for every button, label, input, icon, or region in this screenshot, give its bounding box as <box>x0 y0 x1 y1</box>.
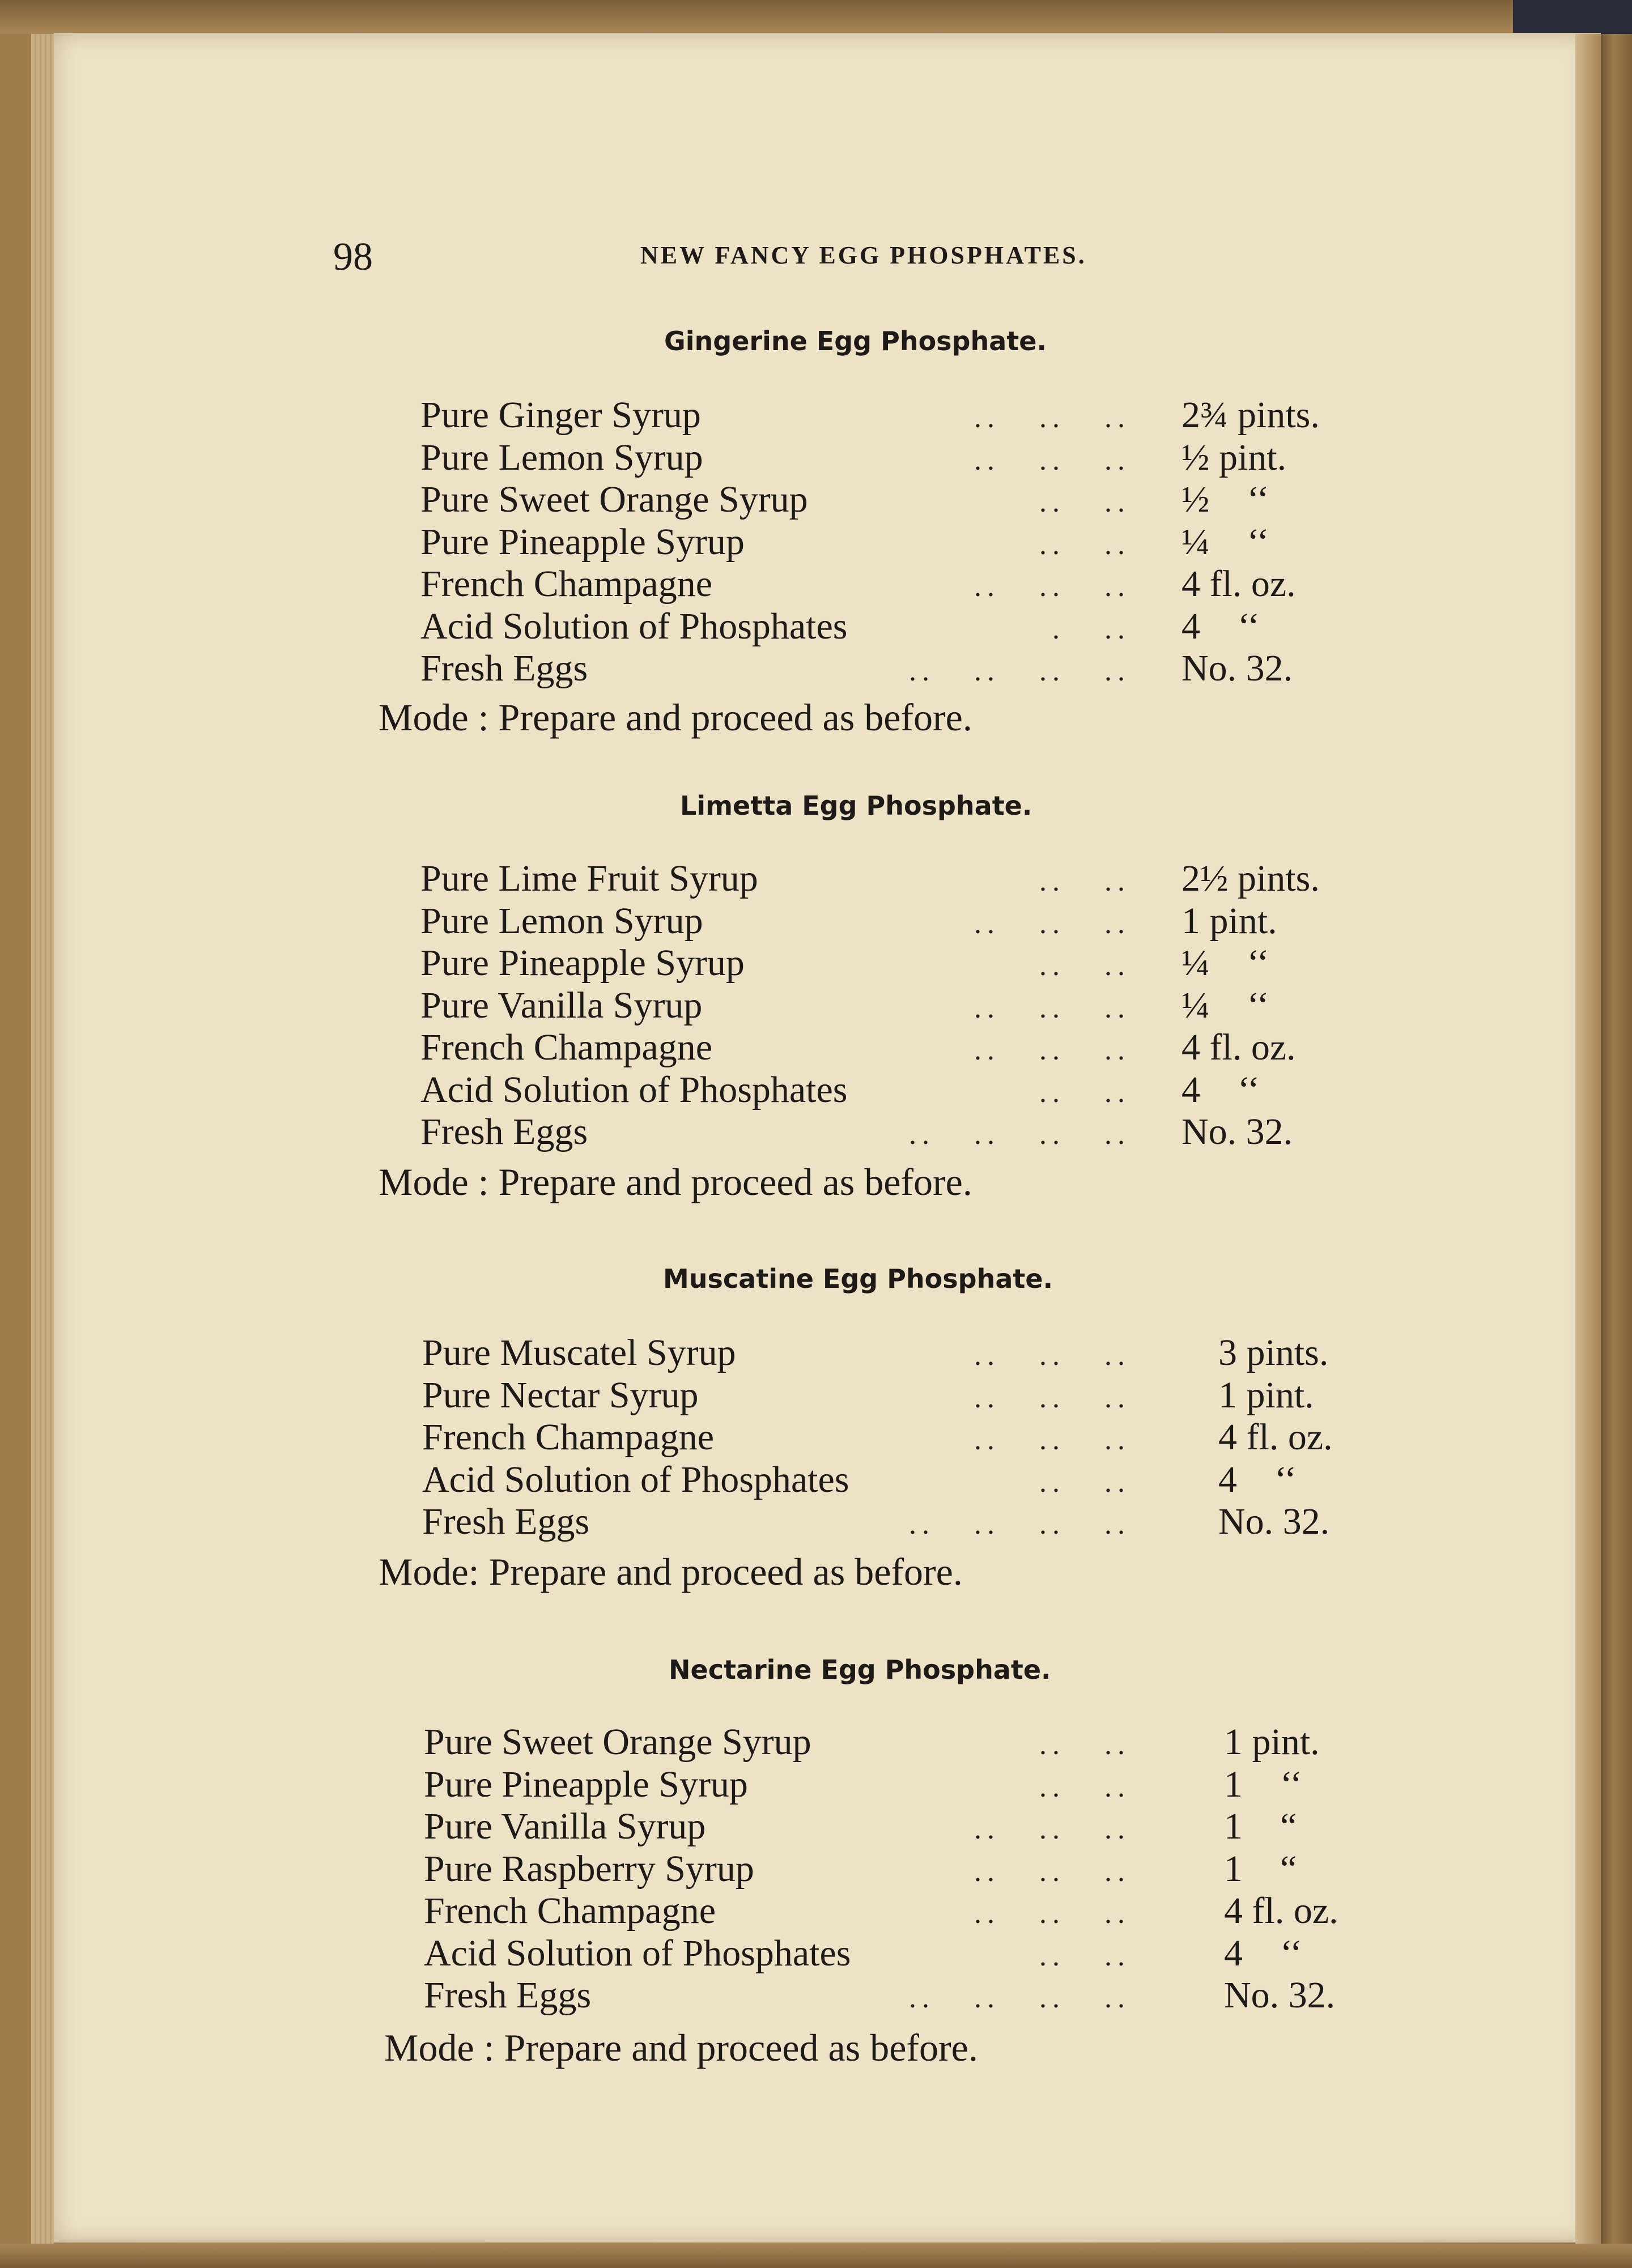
dot-leader: .. .. .. <box>974 402 1130 434</box>
ingredient-quantity: 1 pint. <box>1218 1374 1314 1416</box>
ingredient-quantity: 1 ‘‘ <box>1224 1763 1303 1805</box>
recipe-title: Limetta Egg Phosphate. <box>680 790 1032 821</box>
ingredient-name: Fresh Eggs <box>422 1501 590 1542</box>
dot-leader: .. .. <box>1039 1771 1130 1803</box>
page-stack-edge <box>31 34 54 2244</box>
ingredient-name: Acid Solution of Phosphates <box>420 1069 848 1110</box>
ingredient-name: Pure Sweet Orange Syrup <box>420 479 808 520</box>
dot-leader: . .. <box>1052 612 1130 645</box>
cover-top-edge <box>0 0 1632 34</box>
ingredient-quantity: 4 fl. oz. <box>1182 563 1296 605</box>
ingredient-quantity: 1 pint. <box>1182 900 1277 942</box>
ingredient-name: Acid Solution of Phosphates <box>424 1932 851 1974</box>
ingredient-quantity: ¼ ‘‘ <box>1182 984 1269 1026</box>
dot-leader: .. .. .. <box>974 1424 1130 1456</box>
ingredient-name: Pure Lime Fruit Syrup <box>420 858 758 899</box>
ingredient-quantity: ¼ ‘‘ <box>1182 521 1269 563</box>
dot-leader: .. .. .. <box>974 1034 1130 1066</box>
dot-leader: .. .. .. <box>974 1855 1130 1888</box>
dot-leader: .. .. .. <box>974 1339 1130 1372</box>
book-page <box>54 33 1601 2243</box>
ingredient-name: Acid Solution of Phosphates <box>422 1458 849 1500</box>
recipe-mode: Mode : Prepare and proceed as before. <box>379 1160 972 1203</box>
ingredient-quantity: 1 pint. <box>1224 1721 1320 1763</box>
dot-leader: .. .. .. <box>974 1813 1130 1845</box>
ingredient-name: Fresh Eggs <box>420 648 588 689</box>
dot-leader: .. .. <box>1039 486 1130 518</box>
dot-leader: .. .. .. <box>974 571 1130 603</box>
page-gutter-edge <box>1575 34 1601 2244</box>
page-number: 98 <box>333 235 373 279</box>
dot-leader: .. .. <box>1039 1466 1130 1499</box>
dot-leader: .. .. <box>1039 1729 1130 1761</box>
ingredient-quantity: ¼ ‘‘ <box>1182 942 1269 984</box>
ingredient-quantity: ½ pint. <box>1182 436 1287 478</box>
ingredient-quantity: No. 32. <box>1224 1975 1336 2016</box>
cover-bottom-edge <box>0 2244 1632 2268</box>
recipe-title: Nectarine Egg Phosphate. <box>669 1654 1051 1685</box>
dot-leader: .. .. .. .. <box>909 1508 1130 1541</box>
ingredient-name: French Champagne <box>420 563 713 605</box>
ingredient-quantity: 2¾ pints. <box>1182 394 1320 436</box>
ingredient-quantity: 3 pints. <box>1218 1332 1329 1373</box>
running-header: NEW FANCY EGG PHOSPHATES. <box>640 241 1087 269</box>
ingredient-quantity: No. 32. <box>1182 648 1293 689</box>
ingredient-quantity: 4 ‘‘ <box>1218 1458 1297 1500</box>
ingredient-name: Pure Vanilla Syrup <box>420 984 703 1026</box>
dot-leader: .. .. <box>1039 865 1130 897</box>
dot-leader: .. .. <box>1039 1939 1130 1972</box>
ingredient-name: French Champagne <box>420 1027 713 1068</box>
recipe-mode: Mode : Prepare and proceed as before. <box>384 2026 978 2069</box>
ingredient-quantity: No. 32. <box>1182 1111 1293 1152</box>
ingredient-name: Acid Solution of Phosphates <box>420 605 848 647</box>
ingredient-name: French Champagne <box>422 1416 715 1458</box>
ingredient-name: Fresh Eggs <box>424 1975 592 2016</box>
recipe-mode: Mode: Prepare and proceed as before. <box>379 1550 963 1593</box>
ingredient-name: Pure Sweet Orange Syrup <box>424 1721 811 1763</box>
recipe-mode: Mode : Prepare and proceed as before. <box>379 696 972 739</box>
ingredient-name: Pure Muscatel Syrup <box>422 1332 736 1373</box>
backdrop-corner <box>1513 0 1632 34</box>
ingredient-quantity: 4 ‘‘ <box>1182 605 1260 647</box>
ingredient-name: Pure Raspberry Syrup <box>424 1848 754 1890</box>
dot-leader: .. .. .. <box>974 1897 1130 1930</box>
dot-leader: .. .. <box>1039 950 1130 982</box>
ingredient-quantity: 2½ pints. <box>1182 858 1320 899</box>
ingredient-name: Pure Lemon Syrup <box>420 900 703 942</box>
ingredient-name: French Champagne <box>424 1890 716 1931</box>
dot-leader: .. .. .. <box>974 992 1130 1024</box>
ingredient-quantity: 4 fl. oz. <box>1224 1890 1338 1931</box>
recipe-title: Muscatine Egg Phosphate. <box>663 1263 1053 1294</box>
ingredient-quantity: 1 “ <box>1224 1848 1297 1890</box>
ingredient-name: Pure Vanilla Syrup <box>424 1806 706 1847</box>
dot-leader: .. .. .. <box>974 1381 1130 1414</box>
ingredient-quantity: 1 “ <box>1224 1806 1297 1847</box>
cover-right-edge <box>1601 34 1632 2268</box>
dot-leader: .. .. .. <box>974 907 1130 940</box>
ingredient-name: Pure Lemon Syrup <box>420 436 703 478</box>
ingredient-quantity: 4 fl. oz. <box>1218 1416 1333 1458</box>
dot-leader: .. .. .. <box>974 444 1130 476</box>
ingredient-name: Pure Pineapple Syrup <box>420 942 745 984</box>
dot-leader: .. .. <box>1039 1076 1130 1109</box>
ingredient-quantity: ½ ‘‘ <box>1182 479 1269 520</box>
dot-leader: .. .. .. .. <box>909 1982 1130 2014</box>
ingredient-quantity: 4 ‘‘ <box>1182 1069 1260 1110</box>
ingredient-name: Pure Pineapple Syrup <box>420 521 745 563</box>
ingredient-quantity: 4 ‘‘ <box>1224 1932 1303 1974</box>
dot-leader: .. .. .. .. <box>909 1118 1130 1151</box>
ingredient-quantity: No. 32. <box>1218 1501 1330 1542</box>
recipe-title: Gingerine Egg Phosphate. <box>664 326 1047 356</box>
dot-leader: .. .. <box>1039 528 1130 561</box>
ingredient-quantity: 4 fl. oz. <box>1182 1027 1296 1068</box>
ingredient-name: Pure Nectar Syrup <box>422 1374 699 1416</box>
ingredient-name: Pure Ginger Syrup <box>420 394 701 436</box>
ingredient-name: Fresh Eggs <box>420 1111 588 1152</box>
dot-leader: .. .. .. .. <box>909 655 1130 687</box>
ingredient-name: Pure Pineapple Syrup <box>424 1763 748 1805</box>
